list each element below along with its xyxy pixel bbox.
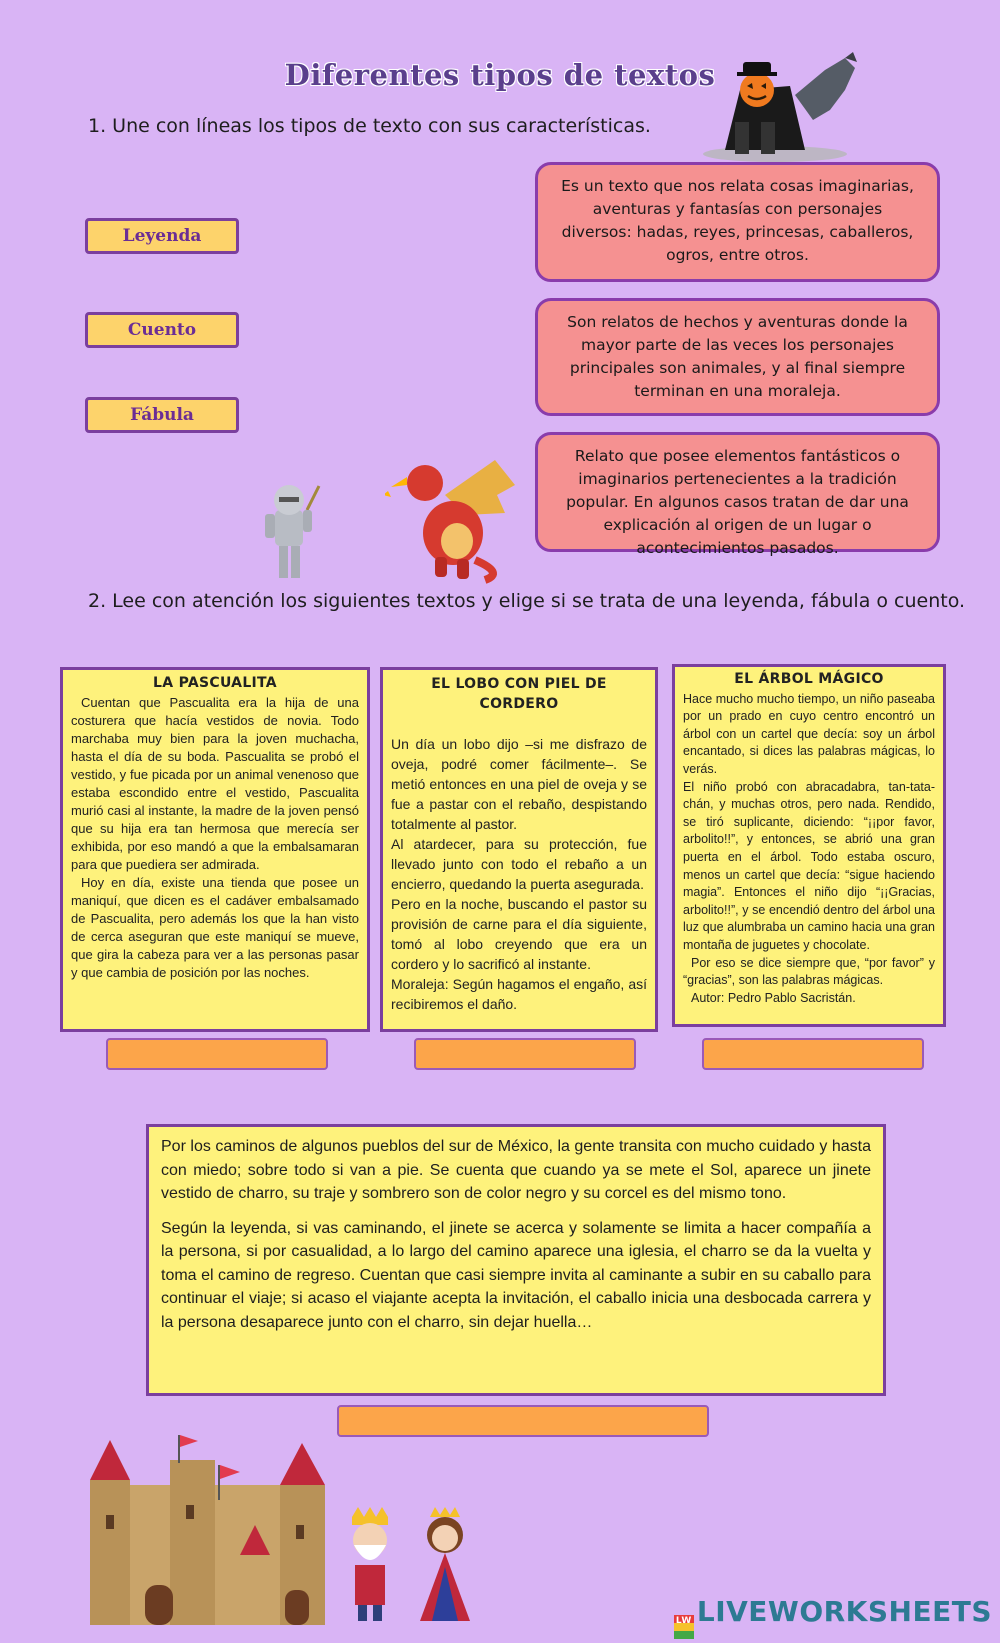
story-la-pascualita [60,667,370,1032]
story-paragraph: Por eso se dice siempre que, “por favor” y “gracias”, son las palabras mágicas. [683,955,935,988]
story-el-arbol-magico [672,664,946,1027]
knight-illustration [255,480,325,585]
instruction-2: 2. Lee con atención los siguientes textos y elige si se trata de una leyenda, fábula o cuento. [88,590,966,612]
answer-field-story-1[interactable] [106,1038,328,1070]
description-fabula-definition[interactable]: Son relatos de hechos y aventuras donde la mayor parte de las veces los personajes principales son animales, y al final siempre terminan en una moraleja. [535,298,940,416]
story-paragraph: Pero en la noche, buscando el pastor su provisión de carne para el día siguiente, tomó al lobo creyendo que era un cordero y lo sacrificó al instante. [391,896,647,972]
castle-illustration [90,1425,350,1625]
story-paragraph: Por los caminos de algunos pueblos del sur de México, la gente transita con mucho cuidado y hasta con miedo; sobre todo si van a pie. Se cuenta que cuando ya se mete el Sol, aparece un jinete vestido de charro, su traje y sombrero son de color negro y su corcel es del mismo tono. [161,1138,871,1202]
king-illustration [340,1505,400,1625]
story-paragraph: El niño probó con abracadabra, tan-tata-chán, y muchas otros, pero nada. Rendido, se tiró suplicante, diciendo: “¡¡por favor, arbolito!!”, y entonces, se abrió una gran puerta en el árbol. Todo estaba oscuro, menos un cartel que decía: “sigue haciendo magia”. Entonces el niño dijo “¡¡Gracias, arbolito!!”, y se encendió dentro del árbol una luz que alumbraba un camino hacia una gran montaña de juguetes y chocolate. [683,779,935,952]
story-title: LA PASCUALITA [153,675,277,691]
story-title: EL LOBO CON PIEL DE CORDERO [431,676,607,712]
story-el-lobo [380,667,658,1032]
headless-horseman-illustration [695,50,865,165]
label-cuento[interactable]: Cuento [85,312,239,348]
description-cuento-definition[interactable]: Es un texto que nos relata cosas imaginarias, aventuras y fantasías con personajes diversos: hadas, reyes, princesas, caballeros, ogros, entre otros. [535,162,940,282]
label-fabula[interactable]: Fábula [85,397,239,433]
story-paragraph: Moraleja: Según hagamos el engaño, así recibiremos el daño. [391,976,647,1012]
story-paragraph: Hace mucho mucho tiempo, un niño paseaba por un prado en cuyo centro encontró un árbol con un cartel que decía: soy un árbol encantado, si dices las palabras mágicas, lo verás. [683,691,935,776]
story-paragraph: Un día un lobo dijo –si me disfrazo de oveja, podré comer fácilmente–. Se metió entonces en una piel de oveja y se fue a pastar con el rebaño, despistando totalmente al pastor. [391,736,647,832]
story-paragraph: Cuentan que Pascualita era la hija de una costurera que hacía vestidos de novia. Todo marchaba muy bien para la joven muchacha, hasta el día de su boda. Pascualita se probó el vestido, y fue picada por un animal venenoso que estaba escondido entre el vestido, Pascualita murió casi al instante, la madre de la joven pensó que su hija era tan hermosa que merecía ser exhibida, por eso mandó a que la embalsamaran para que puediera ser admirada. [71,695,359,872]
liveworksheets-badge-icon: LW [674,1615,694,1639]
queen-illustration [410,1505,480,1625]
description-leyenda-definition[interactable]: Relato que posee elementos fantásticos o imaginarios pertenecientes a la tradición popular. En algunos casos tratan de dar una explicación al origen de un lugar o acontecimientos pasados. [535,432,940,552]
logo-text: LIVEWORKSHEETS [696,1595,992,1628]
story-paragraph: Hoy en día, existe una tienda que posee un maniquí, que dicen es el cadáver embalsamado de Pascualita, pero además los que la han visto de cerca aseguran que este maniquí se mueve, que gira la cabeza para ver a las personas pasar y que cambia de posición por las noches. [71,875,359,980]
label-leyenda[interactable]: Leyenda [85,218,239,254]
answer-field-story-2[interactable] [414,1038,636,1070]
story-paragraph: Al atardecer, para su protección, fue llevado junto con todo el rebaño a un encierro, quedando la puerta asegurada. [391,836,647,892]
story-author: Autor: Pedro Pablo Sacristán. [691,990,856,1005]
story-el-charro-negro [146,1124,886,1396]
liveworksheets-logo [674,1595,992,1639]
answer-field-story-3[interactable] [702,1038,924,1070]
page-title: Diferentes tipos de textos [284,58,716,92]
story-title: EL ÁRBOL MÁGICO [734,671,884,687]
instruction-1: 1. Une con líneas los tipos de texto con sus características. [88,115,651,137]
answer-field-story-4[interactable] [337,1405,709,1437]
story-paragraph: Según la leyenda, si vas caminando, el jinete se acerca y solamente se limita a hacer compañía a la persona, si por casualidad, a lo largo del camino aparece una iglesia, el charro se da la vuelta y toma el camino de regreso. Cuentan que casi siempre invita al caminante a subir en su caballo para continuar el viaje; si acaso el viajante acepta la invitación, el caballo inicia una desbocada carrera y la persona desaparece junto con el charro, sin dejar huella… [161,1219,871,1331]
dragon-illustration [385,455,520,585]
